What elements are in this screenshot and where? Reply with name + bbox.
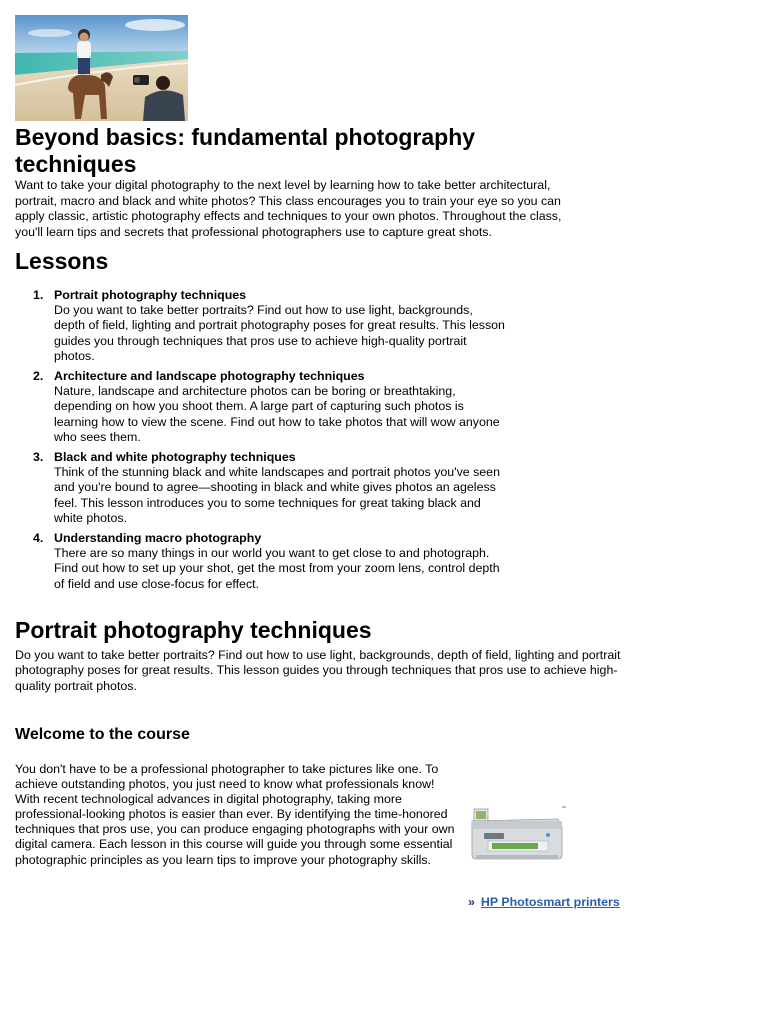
printer-icon [468, 805, 566, 865]
page-title: Beyond basics: fundamental photography techniques [15, 124, 476, 177]
link-bullet-icon: » [468, 895, 475, 909]
lesson-description: Do you want to take better portraits? Find out how to use light, backgrounds, depth of field, lighting and portrait photography poses for great results. This lesson guides you through techniques that pros use to achieve high-quality portrait photos. [54, 303, 505, 363]
hp-photosmart-printers-link[interactable]: HP Photosmart printers [480, 895, 620, 909]
lessons-heading: Lessons [15, 248, 109, 274]
lesson-item [15, 531, 505, 592]
lesson-item [15, 369, 505, 445]
lesson-number: 1. [33, 288, 44, 302]
lesson-item [15, 288, 505, 364]
lesson-number: 3. [33, 450, 44, 465]
intro-paragraph: Want to take your digital photography to the next level by learning how to take better architectural, portrait, macro and black and white photos? This class encourages you to train your eye so you can apply classic, artistic photography effects and techniques to your own photos. Throughout the class, you'll learn tips and secrets that professional photographers use to capture great shots. [15, 178, 562, 239]
lesson-list [15, 288, 505, 597]
lesson-item [15, 450, 505, 526]
welcome-body: You don't have to be a professional photographer to take pictures like one. To achieve outstanding photos, you just need to know what professionals know! With recent technological advances in digital photography, taking more professional-looking photos is easier than ever. By identifying the time-honored techniques that pros use, you can produce engaging photographs with your own digital camera. Each lesson in this course will guide you through some essential photographic principles as you learn tips to improve your photography skills. [15, 762, 455, 867]
lesson-description: Nature, landscape and architecture photos can be boring or breathtaking, depending on how you shoot them. A large part of capturing such photos is learning how to view the scene. Find out how to take photos that will wow anyone who sees them. [54, 384, 500, 444]
portrait-section-heading: Portrait photography techniques [15, 617, 372, 643]
lesson-title: Portrait photography techniques [54, 288, 247, 302]
lesson-number: 2. [33, 369, 44, 384]
lesson-title: Architecture and landscape photography techniques [54, 369, 365, 384]
portrait-section-description: Do you want to take better portraits? Find out how to use light, backgrounds, depth of field, lighting and portrait photography poses for great results. This lesson guides you through techniques that pros use to achieve high-quality portrait photos. [15, 648, 621, 693]
lesson-description: There are so many things in our world you want to get close to and photograph. Find out how to set up your shot, get the most from your zoom lens, control depth of field and use close-focus for effect. [54, 546, 500, 591]
lesson-description: Think of the stunning black and white landscapes and portrait photos you've seen and you're bound to agree—shooting in black and white gives photos an ageless feel. This lesson introduces you to some techniques for great taking black and white photos. [54, 465, 500, 525]
lesson-title: Understanding macro photography [54, 531, 262, 546]
hero-photo [15, 15, 188, 121]
lesson-title: Black and white photography techniques [54, 450, 296, 465]
welcome-heading: Welcome to the course [15, 726, 190, 743]
beach-horse-photo [15, 15, 188, 121]
lesson-number: 4. [33, 531, 44, 546]
printer-image[interactable] [468, 805, 566, 865]
printer-link-row [468, 894, 620, 910]
